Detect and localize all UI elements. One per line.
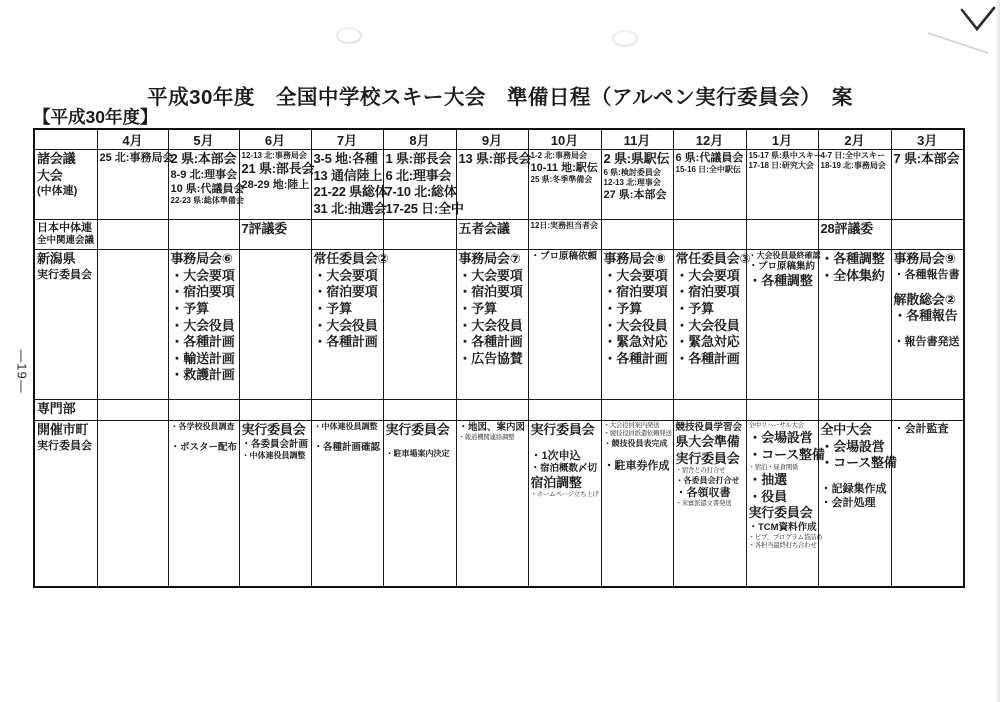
- cell-line: ・会計処理: [820, 496, 876, 509]
- schedule-cell: [456, 220, 528, 250]
- month-header: 10月: [528, 129, 601, 150]
- cell-line: 宿泊調整: [530, 474, 582, 490]
- cell-line: 17-18 日:研究大会: [748, 161, 814, 171]
- cell-line: ・プロ原稿依頼: [530, 251, 598, 262]
- cell-line: ・大会役員最終確認: [748, 251, 821, 260]
- cell-line: 3-5 地:各種: [313, 151, 378, 166]
- cell-line: ・中体連役員調整: [241, 450, 306, 460]
- cell-line: 22-23 県:総体準備会: [170, 195, 244, 205]
- schedule-cell: [528, 250, 601, 400]
- cell-line: 開催市町: [37, 422, 89, 437]
- cell-line: ・各委員会打合せ: [675, 475, 740, 485]
- schedule-cell: [97, 400, 168, 421]
- table-row: [34, 150, 964, 220]
- cell-line: 12-13 北:理事会: [603, 177, 661, 187]
- cell-line: 常任委員会②: [313, 251, 389, 266]
- month-header: 6月: [239, 129, 311, 150]
- schedule-cell: [891, 220, 964, 250]
- cell-line: ・各種計画: [458, 334, 523, 350]
- header-row: [34, 129, 964, 150]
- cell-line: 28-29 地:陸上: [241, 178, 310, 191]
- schedule-cell: [601, 250, 673, 400]
- cell-line: ・救護計画: [170, 367, 235, 383]
- cell-line: 4-7 日:全中スキー: [820, 151, 885, 160]
- cell-line: ・大会役員: [458, 317, 523, 333]
- month-header: 3月: [891, 129, 964, 150]
- cell-line: 五者会議: [458, 221, 510, 236]
- schedule-cell: [891, 250, 964, 400]
- cell-line: 事務局会⑧: [603, 251, 666, 266]
- cell-line: ・ホームページ立ち上げ: [530, 491, 599, 499]
- cell-line: ・各種報告: [893, 308, 958, 324]
- cell-line: ・ポスター配布: [170, 442, 238, 454]
- table-row: [34, 250, 964, 400]
- cell-line: 31 北:抽選会: [313, 200, 387, 216]
- schedule-cell: [311, 220, 383, 250]
- cell-line: 実行委員会: [675, 450, 740, 466]
- cell-line: 6 県:検討委員会: [603, 167, 661, 177]
- schedule-cell: [891, 400, 964, 421]
- cell-line: ・中体連役員調整: [313, 422, 378, 431]
- schedule-cell: [673, 250, 751, 400]
- schedule-cell: [673, 400, 746, 421]
- cell-line: ・大会要項: [170, 267, 235, 283]
- schedule-cell: [168, 250, 239, 400]
- table-row: [34, 400, 964, 421]
- cell-line: ・予算: [458, 300, 497, 316]
- cell-line: ・報道機関連絡調整: [458, 434, 515, 442]
- cell-line: 全中リハーサル大会: [748, 422, 804, 429]
- cell-line: [894, 282, 962, 292]
- schedule-cell: [311, 250, 389, 400]
- document-subtitle: 【平成30年度】: [33, 107, 158, 127]
- cell-line: ・宿泊・昼食関係: [748, 463, 799, 471]
- cell-line: ・大会要項: [603, 267, 668, 283]
- schedule-cell: [746, 150, 822, 220]
- cell-line: ・大会要項: [313, 267, 378, 283]
- schedule-cell: [239, 250, 311, 400]
- cell-line: ・各種計画: [170, 334, 235, 350]
- cell-line: 10 県:代議員会: [170, 182, 245, 195]
- schedule-cell: [818, 150, 891, 220]
- cell-line: ・各種調整: [820, 251, 885, 266]
- cell-line: [386, 439, 454, 449]
- cell-line: [531, 439, 599, 449]
- cell-line: ・コース整備: [748, 446, 825, 462]
- cell-line: 2 県:県駅伝: [603, 151, 670, 166]
- cell-line: 7評議委: [241, 221, 287, 236]
- schedule-cell: [528, 400, 601, 421]
- cell-line: ・全体集約: [820, 267, 885, 283]
- cell-line: 常任委員会③: [675, 251, 751, 266]
- cell-line: ・抽選: [748, 471, 787, 487]
- cell-line: ・宿泊要項: [170, 284, 235, 300]
- schedule-cell: [818, 421, 897, 587]
- month-header: 7月: [311, 129, 383, 150]
- cell-line: 解散総会②: [893, 291, 956, 307]
- cell-line: ・1次申込: [530, 449, 581, 462]
- cell-line: 27 県:本部会: [603, 189, 667, 202]
- cell-line: ・各担当最終打ち合わせ: [748, 542, 817, 550]
- cell-line: 1 県:部長会: [385, 151, 452, 166]
- cell-line: 諸会議: [37, 151, 76, 166]
- cell-line: ・各種計画: [603, 350, 668, 366]
- cell-line: 実行委員会: [530, 422, 595, 437]
- schedule-cell: [601, 150, 673, 220]
- schedule-cell: [746, 250, 821, 400]
- schedule-cell: [311, 421, 383, 587]
- schedule-cell: [383, 421, 456, 587]
- schedule-cell: [891, 150, 964, 220]
- schedule-cell: [601, 220, 673, 250]
- cell-line: ・各委員会計画: [241, 438, 309, 450]
- cell-line: 13 通信陸上: [313, 167, 383, 183]
- schedule-cell: [746, 220, 818, 250]
- schedule-cell: [239, 220, 311, 250]
- schedule-cell: [673, 220, 746, 250]
- cell-line: ・各種計画確認: [313, 442, 381, 454]
- cell-line: 実行委員会: [37, 439, 92, 452]
- schedule-cell: [168, 220, 239, 250]
- cell-line: 21-22 県総体: [313, 184, 388, 200]
- cell-line: ・宿舎との打合せ: [675, 467, 726, 475]
- cell-line: 12日:実務担当者会: [530, 221, 599, 230]
- month-header: 5月: [168, 129, 239, 150]
- cell-line: ・各種計画: [313, 334, 378, 350]
- cell-line: 21 県:部長会: [241, 161, 315, 177]
- cell-line: ・広告協賛: [458, 350, 523, 366]
- cell-line: ・TCM資料作成: [748, 521, 817, 533]
- cell-line: 12-13 北:事務局会: [241, 151, 307, 160]
- cell-line: ・宿泊要項: [675, 284, 740, 300]
- cell-line: 10-11 地:駅伝: [530, 162, 598, 175]
- cell-line: 事務局会⑥: [170, 251, 233, 266]
- cell-line: ・来賓派遣文書発送: [675, 500, 732, 508]
- schedule-cell: [673, 421, 746, 587]
- cell-line: ・大会役員: [603, 317, 668, 333]
- cell-line: 全中関連会議: [37, 235, 95, 247]
- punch-hole-smudge: [612, 30, 638, 47]
- cell-line: 事務局会⑨: [893, 251, 956, 266]
- schedule-table: [33, 128, 965, 588]
- cell-line: ・予算: [170, 300, 209, 316]
- punch-hole-smudge: [336, 27, 362, 44]
- cell-line: ・宿泊要項: [313, 284, 378, 300]
- cell-line: 実行委員会: [241, 422, 306, 437]
- schedule-cell: [601, 421, 673, 587]
- cell-line: ・各領収書: [675, 486, 731, 499]
- cell-line: [821, 472, 889, 482]
- cell-line: ・報告書発送: [893, 335, 960, 348]
- schedule-cell: [383, 220, 456, 250]
- cell-line: 事務局会⑦: [458, 251, 521, 266]
- cell-line: 競技役員学習会: [675, 422, 743, 433]
- cell-line: ・宿泊概数〆切: [530, 462, 598, 474]
- cell-line: ・競技役員表完成: [603, 438, 668, 448]
- cell-line: 大会: [37, 167, 63, 183]
- schedule-cell: [818, 250, 891, 400]
- cell-line: 日本中体連: [37, 222, 92, 234]
- month-header: 4月: [97, 129, 168, 150]
- cell-line: ・駐車場案内決定: [385, 448, 450, 458]
- cell-line: [314, 432, 381, 442]
- cell-line: ・予算: [675, 300, 714, 316]
- cell-line: ・会場設営: [820, 438, 885, 454]
- row-label: [34, 220, 97, 250]
- schedule-cell: [311, 400, 383, 421]
- cell-line: 8-9 北:理事会: [170, 168, 238, 181]
- cell-line: ・輸送計画: [170, 350, 235, 366]
- corner-header: [34, 129, 97, 150]
- schedule-cell: [168, 400, 239, 421]
- cell-line: (中体連): [37, 185, 78, 198]
- cell-line: [171, 432, 237, 442]
- cell-line: ・競技役員派遣依頼発送: [603, 430, 672, 438]
- cell-line: 25 県:冬季準備会: [530, 175, 593, 185]
- schedule-cell: [97, 220, 168, 250]
- cell-line: 15-16 日:全中駅伝: [675, 165, 741, 175]
- schedule-cell: [168, 421, 239, 587]
- schedule-cell: [456, 150, 532, 220]
- month-header: 11月: [601, 129, 673, 150]
- schedule-cell: [456, 250, 528, 400]
- cell-line: ・プロ原稿集約: [748, 261, 816, 273]
- cell-line: ・役員: [748, 488, 787, 504]
- cell-line: ・大会役員: [170, 317, 235, 333]
- row-label: [34, 250, 97, 400]
- schedule-cell: [383, 150, 464, 220]
- schedule-cell: [456, 421, 528, 587]
- cell-line: ・大会要項: [458, 267, 523, 283]
- document-title: 平成30年度 全国中学校スキー大会 準備日程（アルペン実行委員会） 案: [147, 86, 853, 109]
- scratch-line: [928, 33, 988, 53]
- month-header: 8月: [383, 129, 456, 150]
- cell-line: 28評議委: [820, 221, 873, 236]
- schedule-cell: [601, 400, 673, 421]
- schedule-cell: [311, 150, 388, 220]
- cell-line: 1-2 北:事務局会: [530, 151, 587, 160]
- schedule-cell: [456, 400, 528, 421]
- cell-line: ・各種調整: [748, 273, 813, 289]
- cell-line: ・宿泊要項: [603, 284, 668, 300]
- cell-line: 25 北:事務局会: [99, 152, 174, 164]
- cell-line: ・各種計画: [675, 350, 740, 366]
- cell-line: 県大会準備: [675, 434, 740, 450]
- cell-line: ・コース整備: [820, 455, 897, 471]
- cell-line: ・各種報告書: [893, 268, 960, 281]
- cell-line: 7 県:本部会: [893, 151, 960, 166]
- cell-line: 13 県:部長会: [458, 151, 532, 166]
- cell-line: ・大会役員: [313, 317, 378, 333]
- row-label: [34, 400, 97, 421]
- schedule-cell: [818, 400, 891, 421]
- cell-line: 15-17 県:県中スキー: [748, 151, 822, 160]
- schedule-cell: [383, 400, 456, 421]
- cell-line: ・予算: [603, 300, 642, 316]
- schedule-cell: [97, 150, 174, 220]
- month-header: 9月: [456, 129, 528, 150]
- schedule-cell: [746, 421, 825, 587]
- cell-line: ・緊急対応: [603, 334, 668, 350]
- cell-line: ・緊急対応: [675, 334, 740, 350]
- row-label: [34, 150, 97, 220]
- cell-line: 専門部: [37, 401, 76, 416]
- table-row: [34, 421, 964, 587]
- schedule-cell: [239, 150, 315, 220]
- cell-line: ・各学校役員調査: [170, 422, 235, 431]
- schedule-cell: [168, 150, 245, 220]
- cell-line: [894, 325, 962, 335]
- cell-line: 17-25 日:全中: [385, 200, 464, 216]
- schedule-cell: [673, 150, 746, 220]
- cell-line: ・地図、案内図: [458, 422, 526, 433]
- corner-marks: [920, 0, 1000, 60]
- cell-line: 18-19 北:事務局会: [820, 161, 886, 171]
- schedule-cell: [97, 250, 168, 400]
- cell-line: ・予算: [313, 300, 352, 316]
- cell-line: 新潟県: [37, 251, 76, 266]
- schedule-cell: [818, 220, 891, 250]
- cell-line: ・大会役員: [675, 317, 740, 333]
- schedule-cell: [891, 421, 964, 587]
- cell-line: ・大会要項: [675, 267, 740, 283]
- cell-line: ・会計監査: [893, 423, 949, 435]
- cell-line: 全中大会: [820, 422, 872, 437]
- page-number: ―19―: [14, 349, 30, 394]
- cell-line: 実行委員会: [748, 505, 813, 521]
- month-header: 1月: [746, 129, 818, 150]
- cell-line: [604, 449, 671, 459]
- schedule-cell: [383, 250, 456, 400]
- row-label: [34, 421, 97, 587]
- cell-line: 2 県:本部会: [170, 151, 237, 166]
- schedule-cell: [746, 400, 818, 421]
- cell-line: ・ビブ、プログラム袋詰め: [748, 533, 823, 541]
- month-header: 2月: [818, 129, 891, 150]
- cell-line: ・駐車券作成: [603, 459, 670, 472]
- schedule-cell: [97, 421, 168, 587]
- table-row: [34, 220, 964, 250]
- cell-line: 実行委員会: [385, 422, 450, 437]
- schedule-cell: [528, 150, 601, 220]
- cell-line: 実行委員会: [37, 268, 92, 281]
- cell-line: 7-10 北:総体: [385, 184, 457, 200]
- cell-line: ・記録集作成: [820, 482, 887, 495]
- cell-line: ・宿泊要項: [458, 284, 523, 300]
- schedule-cell: [239, 400, 311, 421]
- cell-line: ・会場設営: [748, 430, 813, 446]
- cell-line: ・大会役員案内発送: [603, 422, 660, 429]
- schedule-cell: [528, 421, 601, 587]
- schedule-cell: [528, 220, 601, 250]
- schedule-cell: [239, 421, 311, 587]
- cell-line: 6 県:代議員会: [675, 152, 744, 164]
- cell-line: 6 北:理事会: [385, 167, 452, 183]
- checkmark-icon: [962, 8, 994, 29]
- month-header: 12月: [673, 129, 746, 150]
